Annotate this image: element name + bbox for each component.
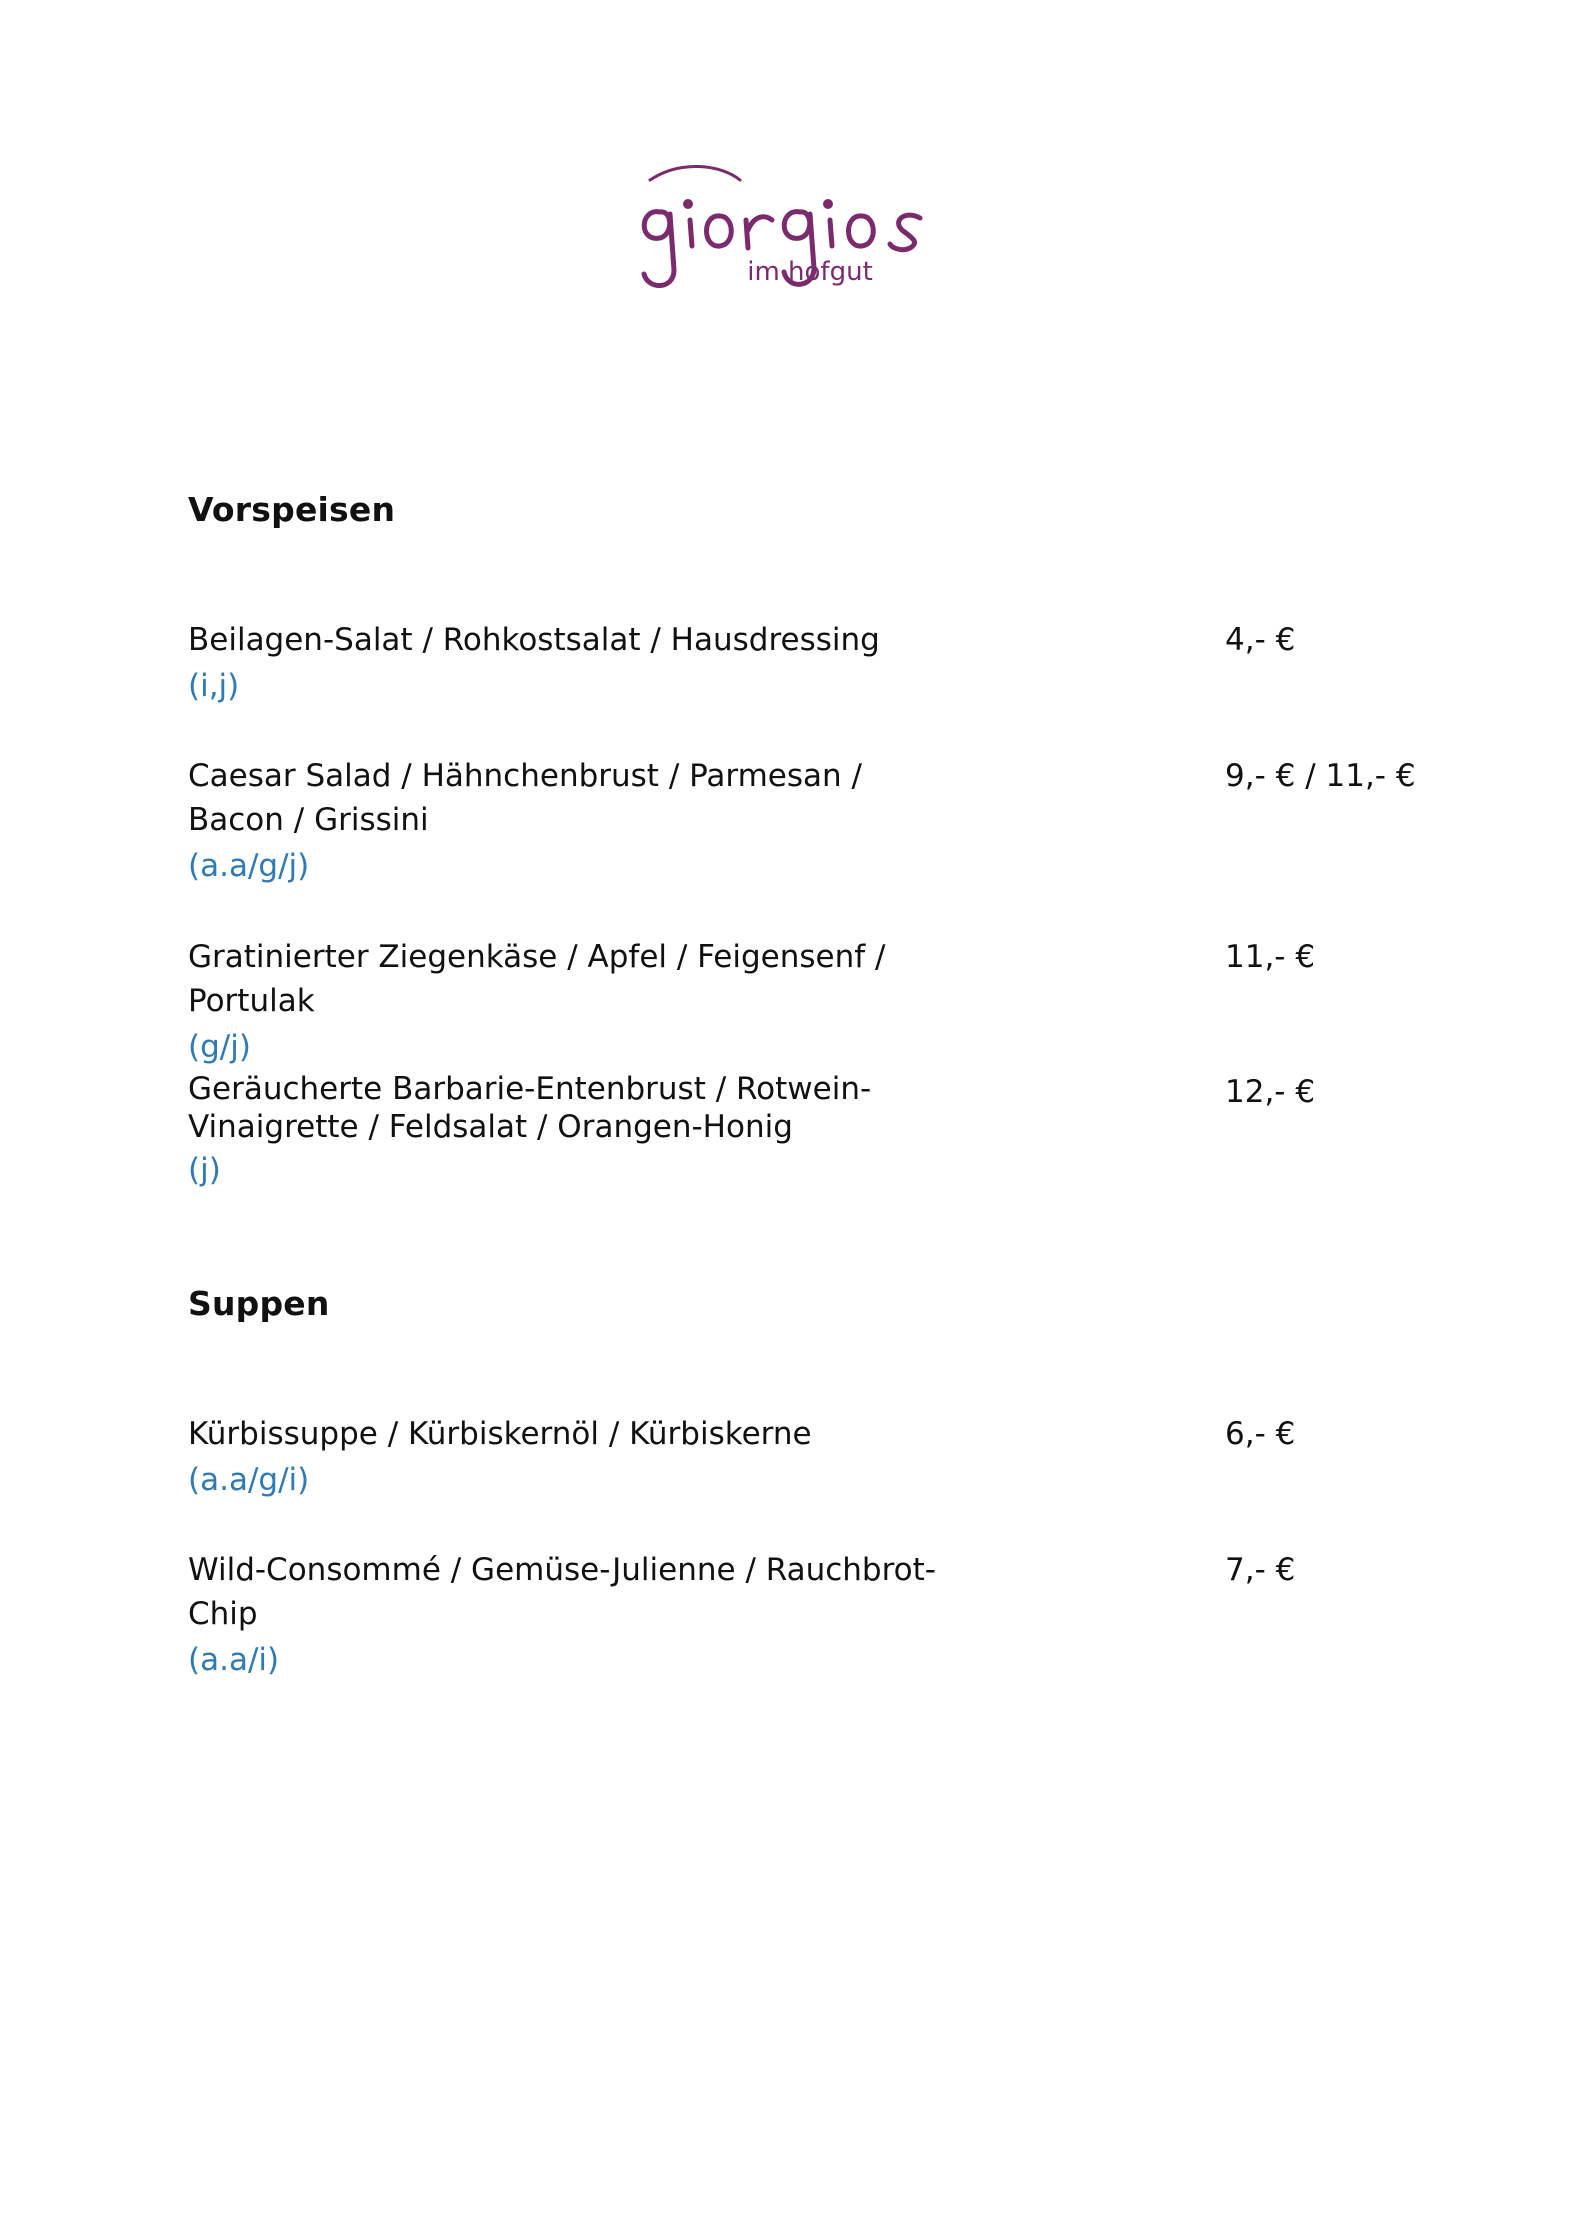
item-price: 7,- € [1225,1552,1296,1588]
item-name: Wild-Consommé / Gemüse-Julienne / Rauchbrot-Chip [188,1552,936,1632]
item-allergens: (j) [188,1152,221,1188]
menu-item [188,1548,1438,1682]
item-allergens: (a.a/g/j) [188,848,310,884]
item-name: Gratinierter Ziegenkäse / Apfel / Feigensenf / Portulak [188,939,886,1019]
section-title-suppen: Suppen [188,1284,330,1323]
menu-item [188,1412,1438,1502]
item-name: Beilagen-Salat / Rohkostsalat / Hausdressing [188,622,880,658]
logo-graphic [630,150,950,300]
menu-item [188,754,1438,888]
item-price: 11,- € [1225,939,1316,975]
item-allergens: (a.a/i) [188,1642,280,1678]
section-title-vorspeisen: Vorspeisen [188,490,396,529]
item-allergens: (a.a/g/i) [188,1462,310,1498]
logo-tagline: im hofgut [747,257,873,287]
item-allergens: (g/j) [188,1029,251,1065]
item-name: Geräucherte Barbarie-Entenbrust / Rotwein-Vinaigrette / Feldsalat / Orangen-Honig [188,1071,872,1145]
restaurant-logo [630,150,950,300]
menu-item [188,1070,1438,1192]
item-price: 9,- € / 11,- € [1225,758,1416,794]
item-allergens: (i,j) [188,668,240,704]
menu-item [188,618,1438,708]
item-price: 4,- € [1225,622,1296,658]
item-price: 6,- € [1225,1416,1296,1452]
menu-item [188,935,1438,1069]
item-price: 12,- € [1225,1074,1316,1110]
item-name: Caesar Salad / Hähnchenbrust / Parmesan / Bacon / Grissini [188,758,862,838]
item-name: Kürbissuppe / Kürbiskernöl / Kürbiskerne [188,1416,812,1452]
